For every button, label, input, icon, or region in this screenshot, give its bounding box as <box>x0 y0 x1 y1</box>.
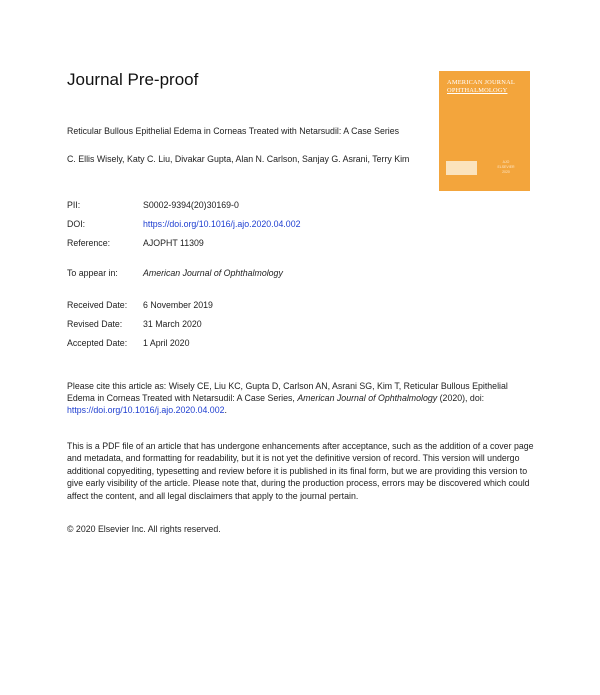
cover-journal-name <box>447 79 527 94</box>
article-authors: C. Ellis Wisely, Katy C. Liu, Divakar Gupta, Alan N. Carlson, Sanjay G. Asrani, Terry Kim <box>67 154 410 164</box>
meta-label: DOI: <box>67 219 86 229</box>
preproof-notice: This is a PDF file of an article that has undergone enhancements after acceptance, such as the addition of a cover page and metadata, and formatting for readability, but it is not yet the definitive version of record. This version will undergo additional copyediting, typesetting and review before it is published in its final form, but we are providing this version to give early visibility of the article. Please note that, during the production process, errors may be discovered which could affect the content, and all legal disclaimers that apply to the journal pertain. <box>67 441 534 501</box>
meta-label: PII: <box>67 200 81 210</box>
citation-doi-link[interactable]: https://doi.org/10.1016/j.ajo.2020.04.002 <box>67 405 225 416</box>
meta-value: 6 November 2019 <box>143 300 213 310</box>
meta-label: Reference: <box>67 238 111 248</box>
article-title: Reticular Bullous Epithelial Edema in Corneas Treated with Netarsudil: A Case Series <box>67 126 400 136</box>
journal-cover-image <box>439 71 530 191</box>
citation-text: (2020), doi: <box>437 393 485 404</box>
citation-paragraph <box>67 380 537 417</box>
meta-label: To appear in: <box>67 268 118 278</box>
page-title: Journal Pre-proof <box>67 70 199 89</box>
cover-title-line2: OPHTHALMOLOGY <box>447 86 508 94</box>
meta-label: Accepted Date: <box>67 338 128 348</box>
cover-title-line1: AMERICAN JOURNAL <box>447 79 515 86</box>
meta-label: Revised Date: <box>67 319 123 329</box>
meta-label: Received Date: <box>67 300 128 310</box>
citation-text: Please cite this article as: Wisely CE, Liu KC, Gupta D, Carlson AN, Asrani SG, Kim T, Reticular Bullous Epithelial Edema in Corneas Treated with Netarsudil: A Case Series, <box>67 381 508 404</box>
cover-info-line: AJO <box>502 160 510 164</box>
doi-link[interactable]: https://doi.org/10.1016/j.ajo.2020.04.002 <box>143 219 301 229</box>
meta-value: 31 March 2020 <box>143 319 202 329</box>
cover-info-line: ELSEVIER <box>497 165 515 169</box>
citation-text: . <box>224 405 227 416</box>
copyright-line: © 2020 Elsevier Inc. All rights reserved. <box>67 524 221 534</box>
cover-panel <box>446 161 477 175</box>
cover-info <box>490 160 522 175</box>
citation-journal: American Journal of Ophthalmology <box>297 393 438 404</box>
cover-info-line: 2020 <box>502 170 510 174</box>
meta-value: 1 April 2020 <box>143 338 190 348</box>
meta-value: S0002-9394(20)30169-0 <box>143 200 239 210</box>
meta-value: AJOPHT 11309 <box>143 238 204 248</box>
meta-value: American Journal of Ophthalmology <box>143 268 283 278</box>
